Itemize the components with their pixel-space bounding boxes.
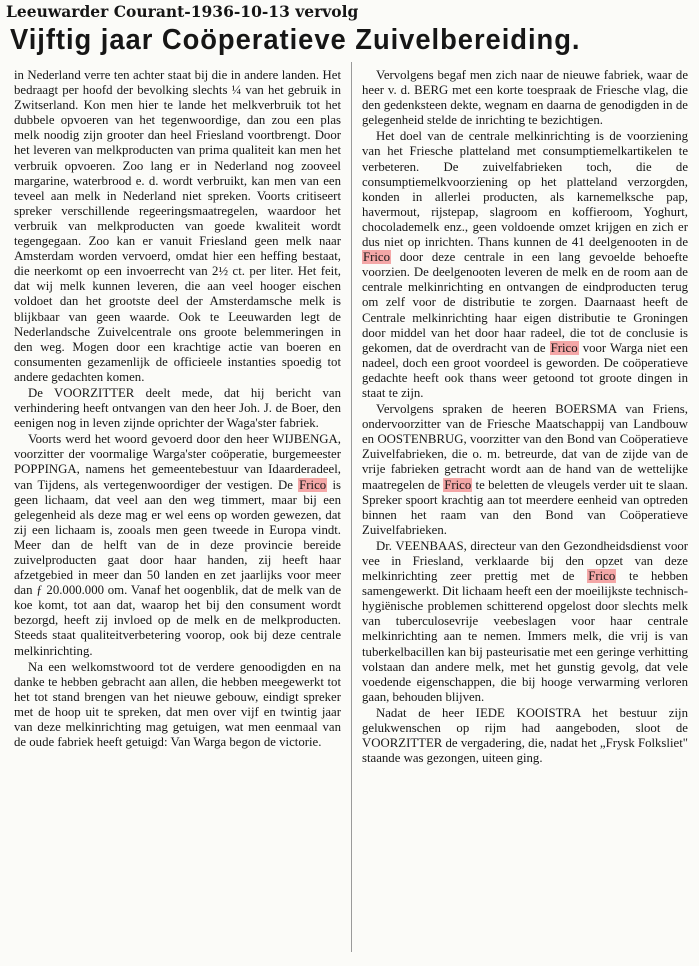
paragraph: Nadat de heer IEDE KOOISTRA het bestuur zijn gelukwenschen op rijm had aangeboden, sloot de VOORZITTER de vergadering, die, nadat het „Frysk Folksliet" staande was gezongen, uiteen ging. (362, 705, 688, 766)
paragraph (362, 539, 688, 705)
newspaper-header: Leeuwarder Courant-1936-10-13 vervolg (6, 2, 359, 21)
paragraph (362, 402, 688, 538)
frico-highlight: Frico (444, 477, 472, 492)
paragraph: De VOORZITTER deelt mede, dat hij bericht van verhindering heeft ontvangen van den heer Joh. J. de Boer, den eenigen nog in leven zijnde oprichter der Waga'ster fabriek. (14, 385, 341, 431)
frico-highlight: Frico (299, 477, 327, 492)
text-span: is geen lichaam, dat veel aan den weg timmert, maar bij een gelegenheid als deze mag er wel eens op worden gewezen, dat zij een lichaam is, zooals men geen tweede in Europa vindt. Meer dan de helft van de in deze provincie bereide zuivelproducten gaat door haar handen, zij heeft haar afzetgebied in meer dan 50 landen en zet jaarlijks voor meer dan ƒ 20.000.000 om. Vanaf het oogenblik, dat de melk van de koe komt, tot aan dat, waarop het bij den consument wordt bezorgd, heeft zij invloed op de melk en de melkproducten. Steeds staat qualiteitverbetering voorop, ook bij deze centrale melkinrichting. (14, 477, 341, 658)
text-span: te hebben samengewerkt. Dit lichaam heeft een der moeilijkste technisch-hygiënische problemen schitterend opgelost door slechts melk van tuberculosevrije veebeslagen voor haar centrale melkinrichting aan te nemen. Immers melk, die vrij is van tuberkelbacillen kan bij pasteurisatie met een geringe verhitting volstaan dan andere melk, met het gunstig gevolg, dat vele voedende eigenschappen, die bij hooge verwarming verloren gaan, behouden blijven. (362, 569, 688, 704)
frico-highlight: Frico (550, 340, 578, 355)
paragraph: in Nederland verre ten achter staat bij die in andere landen. Het bedraagt per hoofd der bevolking slechts ¼ van het gebruik in Zwitserland. Kon men hier te lande het melkverbruik tot het dubbele opvoeren van het tegenwoordige, dan zou een plas melk noodig zijn grooter dan heel Friesland voortbrengt. Door het leveren van melkproducten van prima qualiteit kan men het verbruik opvoeren. Zoo lang er in Nederland nog zooveel margarine, waterbrood e. d. wordt verbruikt, kan men van een teveel aan melk in Nederland niet spreken. Voorts critiseert spreker verschillende regeeringsmaatregelen, waardoor het verbruik van melkproducten van goede kwaliteit wordt tegengegaan. Zoo kan er vanuit Friesland geen melk naar Amsterdam worden vervoerd, omdat hier een heffing bestaat, die neerkomt op een invoerrecht van 2½ ct. per liter. Het feit, dat wij melk kunnen leveren, die aan veel hooger eischen voldoet dan het grootste deel der Amsterdamsche melk is blijkbaar van geen waarde. Ook te Leeuwarden legt de Nederlandsche Zuivelcentrale ons groote belemmeringen in den weg. Mogen door een krachtige actie van boeren en consumenten gezamenlijk de officieele instanties spoedig tot andere gedachten komen. (14, 68, 341, 384)
text-span: te beletten de vleugels verder uit te slaan. Spreker spoort krachtig aan tot meerdere eenheid van optreden binnen het raam van den Bond van Coöperatieve Zuivelfabrieken. (362, 477, 689, 537)
text-span: voor Warga niet een nadeel, doch een groot voordeel is geworden. De coöperatieve gedachte heeft ook thans weer getoond tot groote dingen in staat te zijn. (362, 340, 688, 400)
paragraph: Na een welkomstwoord tot de verdere genoodigden en na danke te hebben gebracht aan allen, die hebben meegewerkt tot het tot stand brengen van het nieuwe gebouw, eindigt spreker met de hoop uit te spreken, dat men over vijf en twintig jaar van deze melkinrichting mag getuigen, wat men eenmaal van de oude fabriek heeft getuigd: Van Warga begon de victorie. (14, 659, 341, 750)
text-span: door deze centrale in een lang gevoelde behoefte voorzien. De deelgenooten leveren de melk en de room aan de centrale melkinrichting en ontvangen de eindproducten terug om zelf voor de distributie te zorgen. Daarnaast heeft de Centrale melkinrichting haar eigen distributie te Groningen door middel van het door haar radeel, die tot de conclusie is gekomen, dat de overdracht van de (362, 250, 688, 355)
column-divider (351, 62, 352, 952)
text-span: Dr. VEENBAAS, directeur van den Gezondheidsdienst voor vee in Friesland, verklaarde bij den opzet van deze melkinrichting zeer prettig met de (362, 538, 688, 584)
paragraph: Vervolgens begaf men zich naar de nieuwe fabriek, waar de heer v. d. BERG met een korte toespraak de Friesche vlag, die den gedenksteen dekte, wegnam en daarna de genodigden in de gelegenheid stelde de inrichting te bezichtigen. (362, 68, 688, 128)
text-span: Het doel van de centrale melkinrichting is de voorziening van het Friesche platteland met consumptiemelkartikelen te verbeteren. De zuivelfabrieken toch, die de consumptiemelkvoorziening op het platteland verzorgden, konden in allerlei producten, als karnemelksche pap, havermout, rijstepap, slagroom en koffieroom, Yoghurt, chocolademelk enz., geen voldoende omzet krijgen en zich er dus niet op inrichten. Thans kunnen de 41 deelgenooten in de (362, 129, 688, 250)
paragraph (14, 432, 341, 658)
left-column (14, 68, 341, 751)
right-column (362, 68, 688, 767)
frico-highlight: Frico (588, 569, 616, 584)
text-span: Voorts werd het woord gevoerd door den heer WIJBENGA, voorzitter der voormalige Warga'ster coöperatie, burgemeester POPPINGA, namens het gemeentebestuur van Idaarderadeel, van Tijdens, als vertegenwoordiger der vestigen. De (14, 432, 341, 492)
text-span: Vervolgens spraken de heeren BOERSMA van Friens, ondervoorzitter van de Friesche Maatschappij van Landbouw en OOSTENBRUG, voorzitter van den Bond van Coöperatieve Zuivelfabrieken, die o. m. betreurde, dat van de zijde van de vrije fabrieken getracht wordt aan de hand van de wettelijke maatregelen de (362, 402, 688, 492)
article-headline: Vijftig jaar Coöperatieve Zuivelbereiding. (10, 24, 581, 56)
frico-highlight: Frico (363, 250, 391, 265)
paragraph (362, 129, 688, 401)
